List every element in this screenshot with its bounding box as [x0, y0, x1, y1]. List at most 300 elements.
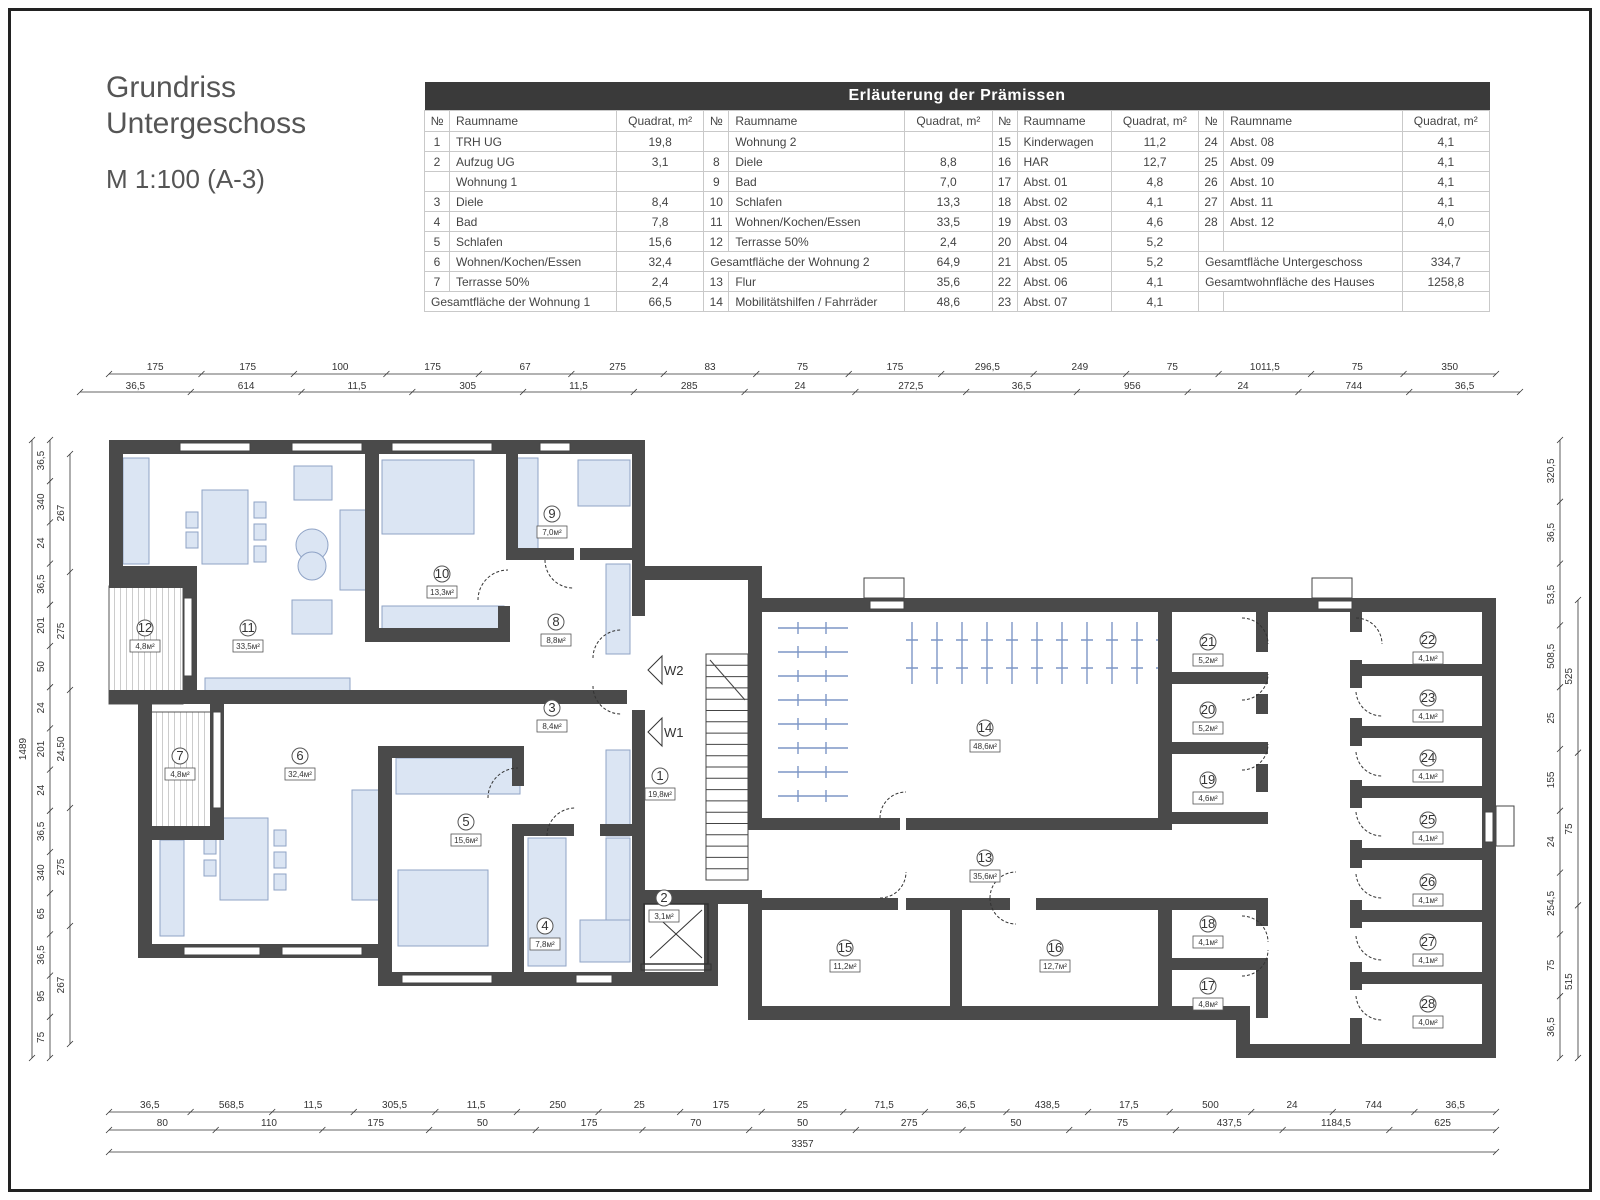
- room-number: 28: [1420, 996, 1436, 1011]
- legend-room-name: Bad: [450, 212, 617, 232]
- legend-room-number: 5: [425, 232, 450, 252]
- room-label-26: [1413, 874, 1443, 906]
- legend-room-area: 8,8: [905, 152, 992, 172]
- legend-room-number: 24: [1199, 132, 1224, 152]
- bicycle-icon: [956, 622, 968, 684]
- stair-direction: [710, 660, 745, 700]
- legend-room-area: 64,9: [905, 252, 992, 272]
- legend-room-number: 20: [992, 232, 1017, 252]
- legend-room-name: Abst. 10: [1224, 172, 1403, 192]
- dimension-label: 625: [1434, 1118, 1451, 1129]
- dimension-label: 24: [1237, 381, 1249, 392]
- room-number: 27: [1420, 934, 1436, 949]
- dimension-label: 614: [237, 381, 255, 392]
- room-area: 4,1м²: [1418, 956, 1438, 965]
- dimension-label: 508,5: [1546, 643, 1557, 669]
- legend-room-number: 14: [704, 292, 729, 312]
- room-label-3: [537, 700, 567, 732]
- dimension-label: 100: [331, 362, 349, 373]
- room-label-14: [970, 720, 1000, 752]
- legend-room-area: 4,1: [1402, 152, 1489, 172]
- legend-room-number: 3: [425, 192, 450, 212]
- dimension-label: 25: [633, 1100, 645, 1111]
- legend-room-area: 4,6: [1111, 212, 1198, 232]
- dimension-label: 71,5: [874, 1100, 894, 1111]
- col-no: №: [1199, 111, 1224, 132]
- legend-room-number: 25: [1199, 152, 1224, 172]
- dimension-label: 50: [796, 1118, 809, 1129]
- dimension-label: 75: [1564, 823, 1575, 835]
- room-label-28: [1413, 996, 1443, 1028]
- dimension-label: 11,5: [347, 381, 367, 392]
- room-number: 3: [548, 700, 556, 715]
- legend-room-area: 4,1: [1111, 192, 1198, 212]
- dimension-lines: [18, 362, 1581, 1155]
- dimension-label: 36,5: [125, 381, 146, 392]
- room-area: 13,3м²: [430, 588, 454, 597]
- room-number: 7: [176, 748, 184, 763]
- legend-total-name: Gesamtfläche Untergeschoss: [1199, 252, 1403, 272]
- bicycle-icon: [778, 694, 848, 706]
- room-label-17: [1193, 978, 1223, 1010]
- bicycle-icon: [778, 718, 848, 730]
- dimension-label: 956: [1123, 381, 1141, 392]
- bicycle-icon: [1056, 622, 1068, 684]
- legend-room-name: Terrasse 50%: [729, 232, 905, 252]
- dimension-label: 53,5: [1546, 584, 1557, 605]
- col-name: Raumname: [450, 111, 617, 132]
- col-no: №: [425, 111, 450, 132]
- legend-room-area: 19,8: [616, 132, 703, 152]
- legend-room-name: Diele: [729, 152, 905, 172]
- room-number: 17: [1200, 978, 1216, 993]
- legend-room-name: Terrasse 50%: [450, 272, 617, 292]
- dimension-label: 24: [1546, 836, 1557, 848]
- legend-room-number: 2: [425, 152, 450, 172]
- dimension-label: 24: [36, 702, 47, 714]
- room-area: 4,1м²: [1418, 834, 1438, 843]
- room-number: 6: [296, 748, 304, 763]
- bicycle-icon: [778, 622, 848, 634]
- dimension-label: 249: [1071, 362, 1089, 373]
- legend-room-area: 66,5: [616, 292, 703, 312]
- entrance-markers: [648, 656, 684, 746]
- light-well-left: [864, 578, 904, 598]
- dimension-label: 296,5: [974, 362, 1000, 373]
- legend-room-number: 15: [992, 132, 1017, 152]
- light-well-right: [1312, 578, 1352, 598]
- legend-room-number: 28: [1199, 212, 1224, 232]
- dimension-label: 24: [794, 381, 806, 392]
- dimension-label: 36,5: [1454, 381, 1475, 392]
- room-label-24: [1413, 750, 1443, 782]
- dimension-label: 437,5: [1216, 1118, 1242, 1129]
- dimension-label: 36,5: [955, 1100, 976, 1111]
- room-area: 4,8м²: [135, 642, 155, 651]
- room-area: 4,8м²: [1198, 1000, 1218, 1009]
- room-area: 4,0м²: [1418, 1018, 1438, 1027]
- room-area: 7,8м²: [535, 940, 555, 949]
- dimension-label: 175: [424, 362, 441, 373]
- room-number: 25: [1420, 812, 1436, 827]
- bicycle-icon: [931, 622, 943, 684]
- legend-room-name: Wohnen/Kochen/Essen: [450, 252, 617, 272]
- room-label-8: [541, 614, 571, 646]
- legend-room-name: Abst. 11: [1224, 192, 1403, 212]
- dimension-label: 744: [1365, 1100, 1382, 1111]
- legend-room-number: 16: [992, 152, 1017, 172]
- room-area: 32,4м²: [288, 770, 312, 779]
- legend-room-area: 33,5: [905, 212, 992, 232]
- legend-room-name: Diele: [450, 192, 617, 212]
- dimension-label: 67: [519, 362, 531, 373]
- room-number: 14: [977, 720, 993, 735]
- dimension-label: 201: [36, 740, 47, 758]
- room-label-6: [285, 748, 315, 780]
- legend-room-name: Schlafen: [729, 192, 905, 212]
- room-area: 4,1м²: [1418, 712, 1438, 721]
- legend-total-name: Gesamtwohnfläche des Hauses: [1199, 272, 1403, 292]
- room-area: 7,0м²: [542, 528, 562, 537]
- dimension-label: 24: [1286, 1100, 1298, 1111]
- dimension-label: 175: [580, 1118, 598, 1129]
- dimension-label: 525: [1564, 667, 1575, 685]
- dimension-label: 25: [1546, 712, 1557, 724]
- legend-room-number: 17: [992, 172, 1017, 192]
- room-label-15: [830, 940, 860, 972]
- title-line-2: Untergeschoss: [106, 107, 307, 140]
- dimension-label: 83: [704, 362, 716, 373]
- dimension-label: 75: [36, 1031, 47, 1043]
- legend-room-name: Wohnung 1: [450, 172, 617, 192]
- bicycle-racks: [778, 622, 1168, 802]
- legend-room-number: 7: [425, 272, 450, 292]
- legend-room-area: 4,1: [1402, 192, 1489, 212]
- room-area: 12,7м²: [1043, 962, 1067, 971]
- dimension-label: 80: [156, 1118, 168, 1129]
- legend-room-number: 11: [704, 212, 729, 232]
- legend-room-number: 10: [704, 192, 729, 212]
- room-area: 3,1м²: [654, 912, 674, 921]
- room-label-25: [1413, 812, 1443, 844]
- room-area: 4,1м²: [1418, 772, 1438, 781]
- room-number: 12: [137, 620, 153, 635]
- room-area: 35,6м²: [973, 872, 997, 881]
- dimension-label: 36,5: [1546, 1017, 1557, 1037]
- dimension-label: 350: [1441, 362, 1459, 373]
- legend-room-area: 334,7: [1402, 252, 1489, 272]
- legend-room-name: Wohnung 2: [729, 132, 905, 152]
- dimension-label: 438,5: [1034, 1100, 1060, 1111]
- room-number: 9: [548, 506, 556, 521]
- dimension-label: 11,5: [303, 1100, 323, 1111]
- dimension-label: 340: [36, 864, 47, 881]
- dimension-label: 267: [56, 976, 67, 994]
- entrance-w2: W2: [664, 663, 684, 678]
- legend-room-number: 18: [992, 192, 1017, 212]
- dimension-label: 175: [239, 362, 257, 373]
- bicycle-icon: [906, 622, 918, 684]
- room-area: 15,6м²: [454, 836, 478, 845]
- legend-room-area: 5,2: [1111, 252, 1198, 272]
- room-number: 16: [1047, 940, 1063, 955]
- legend-room-number: 6: [425, 252, 450, 272]
- room-label-20: [1193, 702, 1223, 734]
- legend-room-number: 27: [1199, 192, 1224, 212]
- room-area: 5,2м²: [1198, 724, 1218, 733]
- bicycle-icon: [981, 622, 993, 684]
- dimension-label: 36,5: [36, 450, 47, 471]
- bicycle-icon: [1131, 622, 1143, 684]
- legend-room-area: 4,1: [1111, 292, 1198, 312]
- legend-room-area: 2,4: [616, 272, 703, 292]
- room-area: 33,5м²: [236, 642, 260, 651]
- room-number: 13: [977, 850, 993, 865]
- dimension-label: 95: [36, 990, 47, 1002]
- legend-room-name: Schlafen: [450, 232, 617, 252]
- legend-room-area: 7,8: [616, 212, 703, 232]
- dimension-label: 75: [1166, 362, 1178, 373]
- dimension-label: 285: [680, 381, 698, 392]
- room-number: 20: [1200, 702, 1216, 717]
- legend-room-name: Abst. 12: [1224, 212, 1403, 232]
- legend-room-area: 2,4: [905, 232, 992, 252]
- room-number: 4: [541, 918, 549, 933]
- legend-room-area: 7,0: [905, 172, 992, 192]
- legend-room-number: 26: [1199, 172, 1224, 192]
- room-label-16: [1040, 940, 1070, 972]
- dimension-label: 65: [36, 908, 47, 920]
- legend-room-area: 3,1: [616, 152, 703, 172]
- room-area: 4,1м²: [1418, 654, 1438, 663]
- legend-room-area: 8,4: [616, 192, 703, 212]
- legend-room-name: Flur: [729, 272, 905, 292]
- col-name: Raumname: [1017, 111, 1111, 132]
- entrance-w1: W1: [664, 725, 684, 740]
- dimension-label: 175: [712, 1100, 730, 1111]
- dimension-label: 275: [609, 362, 626, 373]
- room-number: 22: [1420, 632, 1436, 647]
- col-area: Quadrat, m²: [1402, 111, 1489, 132]
- room-label-23: [1413, 690, 1443, 722]
- dimension-label: 11,5: [569, 381, 588, 392]
- legend-room-name: Abst. 03: [1017, 212, 1111, 232]
- dimension-label: 267: [56, 504, 67, 522]
- dimension-label: 25: [796, 1100, 809, 1111]
- legend-room-name: Mobilitätshilfen / Fahrräder: [729, 292, 905, 312]
- dimension-label: 50: [476, 1118, 488, 1129]
- bicycle-icon: [778, 742, 848, 754]
- dimension-label: 50: [36, 661, 47, 673]
- room-area: 19,8м²: [648, 790, 672, 799]
- bicycle-icon: [778, 790, 848, 802]
- room-label-9: [537, 506, 567, 538]
- legend-header: Erläuterung der Prämissen: [425, 82, 1490, 111]
- room-number: 8: [552, 614, 560, 629]
- legend-room-area: 1258,8: [1402, 272, 1489, 292]
- legend-room-name: Kinderwagen: [1017, 132, 1111, 152]
- room-area: 4,1м²: [1198, 938, 1218, 947]
- dimension-label: 250: [549, 1100, 567, 1111]
- legend-room-area: 48,6: [905, 292, 992, 312]
- dimension-label: 1184,5: [1321, 1118, 1351, 1129]
- room-area: 5,2м²: [1198, 656, 1218, 665]
- legend-total-name: Gesamtfläche der Wohnung 2: [704, 252, 905, 272]
- dimension-label: 17,5: [1119, 1100, 1139, 1111]
- dimension-label: 568,5: [218, 1100, 244, 1111]
- staircase: [706, 654, 748, 880]
- dimension-label: 175: [886, 362, 904, 373]
- dimension-label: 305: [459, 381, 477, 392]
- room-number: 24: [1420, 750, 1436, 765]
- bicycle-icon: [1081, 622, 1093, 684]
- room-number: 11: [241, 620, 255, 635]
- dimension-label: 36,5: [36, 821, 47, 842]
- room-label-1: [645, 768, 675, 800]
- dimension-label: 3357: [791, 1139, 814, 1150]
- col-name: Raumname: [1224, 111, 1403, 132]
- legend-room-area: 4,1: [1402, 172, 1489, 192]
- room-label-27: [1413, 934, 1443, 966]
- dimension-label: 24,50: [56, 736, 67, 762]
- room-label-13: [970, 850, 1000, 882]
- legend-room-area: 12,7: [1111, 152, 1198, 172]
- dimension-label: 275: [56, 622, 67, 640]
- room-number: 2: [660, 890, 668, 905]
- legend-room-area: 5,2: [1111, 232, 1198, 252]
- dimension-label: 744: [1345, 381, 1363, 392]
- legend-room-number: 12: [704, 232, 729, 252]
- dimension-label: 75: [1351, 362, 1363, 373]
- dimension-label: 515: [1564, 973, 1575, 991]
- dimension-label: 500: [1202, 1100, 1219, 1111]
- dimension-label: 340: [36, 493, 47, 511]
- room-area: 48,6м²: [973, 742, 997, 751]
- room-label-18: [1193, 916, 1223, 948]
- legend-room-area: 32,4: [616, 252, 703, 272]
- col-area: Quadrat, m²: [905, 111, 992, 132]
- legend-room-area: 35,6: [905, 272, 992, 292]
- dimension-label: 36,5: [1546, 522, 1557, 543]
- room-number: 23: [1420, 690, 1436, 705]
- dimension-label: 36,5: [1445, 1100, 1465, 1111]
- room-number: 10: [434, 566, 450, 581]
- dimension-label: 24: [36, 784, 47, 796]
- legend-room-area: 11,2: [1111, 132, 1198, 152]
- dimension-label: 75: [1546, 959, 1557, 971]
- dimension-label: 1489: [18, 737, 29, 761]
- legend-room-name: HAR: [1017, 152, 1111, 172]
- dimension-label: 201: [36, 617, 47, 634]
- legend-room-name: TRH UG: [450, 132, 617, 152]
- dimension-label: 75: [1117, 1118, 1129, 1129]
- legend-room-number: 22: [992, 272, 1017, 292]
- dimension-label: 75: [796, 362, 809, 373]
- legend-room-name: Abst. 02: [1017, 192, 1111, 212]
- legend-room-name: Abst. 04: [1017, 232, 1111, 252]
- legend-room-number: 1: [425, 132, 450, 152]
- dimension-label: 305,5: [382, 1100, 408, 1111]
- dimension-label: 1011,5: [1249, 362, 1280, 373]
- dimension-label: 50: [1010, 1118, 1022, 1129]
- col-no: №: [704, 111, 729, 132]
- legend-room-name: Wohnen/Kochen/Essen: [729, 212, 905, 232]
- dimension-label: 36,5: [140, 1100, 160, 1111]
- room-label-19: [1193, 772, 1223, 804]
- room-label-22: [1413, 632, 1443, 664]
- dimension-label: 272,5: [898, 381, 924, 392]
- dimension-label: 275: [900, 1118, 918, 1129]
- legend-room-name: Bad: [729, 172, 905, 192]
- scale-label: M 1:100 (A-3): [106, 164, 265, 194]
- room-area: 4,1м²: [1418, 896, 1438, 905]
- room-number: 19: [1200, 772, 1216, 787]
- dimension-label: 254,5: [1546, 890, 1557, 917]
- room-number: 15: [837, 940, 853, 955]
- bicycle-icon: [1006, 622, 1018, 684]
- room-number: 21: [1200, 634, 1216, 649]
- dimension-label: 155: [1546, 771, 1557, 789]
- dimension-label: 11,5: [466, 1100, 486, 1111]
- legend-room-area: 13,3: [905, 192, 992, 212]
- dimension-label: 175: [146, 362, 164, 373]
- bicycle-icon: [778, 766, 848, 778]
- dimension-label: 110: [261, 1118, 278, 1129]
- dimension-label: 24: [36, 537, 47, 549]
- legend-room-name: Abst. 06: [1017, 272, 1111, 292]
- room-label-21: [1193, 634, 1223, 666]
- legend-room-area: 4,1: [1111, 272, 1198, 292]
- light-well-east: [1496, 806, 1514, 846]
- dimension-label: 320,5: [1546, 458, 1557, 484]
- legend-room-number: 23: [992, 292, 1017, 312]
- legend-room-number: 21: [992, 252, 1017, 272]
- col-no: №: [992, 111, 1017, 132]
- room-number: 18: [1200, 916, 1216, 931]
- room-number: 1: [656, 768, 664, 783]
- room-number: 5: [462, 814, 470, 829]
- room-label-11: [233, 620, 263, 652]
- title-line-1: Grundriss: [106, 71, 237, 104]
- room-label-10: [427, 566, 457, 598]
- dimension-label: 175: [367, 1118, 385, 1129]
- room-area: 4,6м²: [1198, 794, 1218, 803]
- legend-room-area: 4,0: [1402, 212, 1489, 232]
- col-area: Quadrat, m²: [1111, 111, 1198, 132]
- legend-room-area: 4,1: [1402, 132, 1489, 152]
- legend-room-number: 19: [992, 212, 1017, 232]
- bicycle-icon: [1106, 622, 1118, 684]
- legend-room-number: 8: [704, 152, 729, 172]
- col-name: Raumname: [729, 111, 905, 132]
- room-number: 26: [1420, 874, 1436, 889]
- legend-room-name: Abst. 01: [1017, 172, 1111, 192]
- dimension-label: 36,5: [36, 945, 47, 965]
- bicycle-icon: [778, 646, 848, 658]
- legend-room-number: 13: [704, 272, 729, 292]
- legend-total-name: Gesamtfläche der Wohnung 1: [425, 292, 617, 312]
- room-label-5: [451, 814, 481, 846]
- legend-room-number: 4: [425, 212, 450, 232]
- legend-room-name: Abst. 08: [1224, 132, 1403, 152]
- room-area: 4,8м²: [170, 770, 190, 779]
- room-area: 8,4м²: [542, 722, 562, 731]
- legend-room-number: 9: [704, 172, 729, 192]
- dimension-label: 36,5: [36, 574, 47, 594]
- legend-room-name: Abst. 07: [1017, 292, 1111, 312]
- room-area: 11,2м²: [833, 962, 857, 971]
- legend-room-name: Abst. 09: [1224, 152, 1403, 172]
